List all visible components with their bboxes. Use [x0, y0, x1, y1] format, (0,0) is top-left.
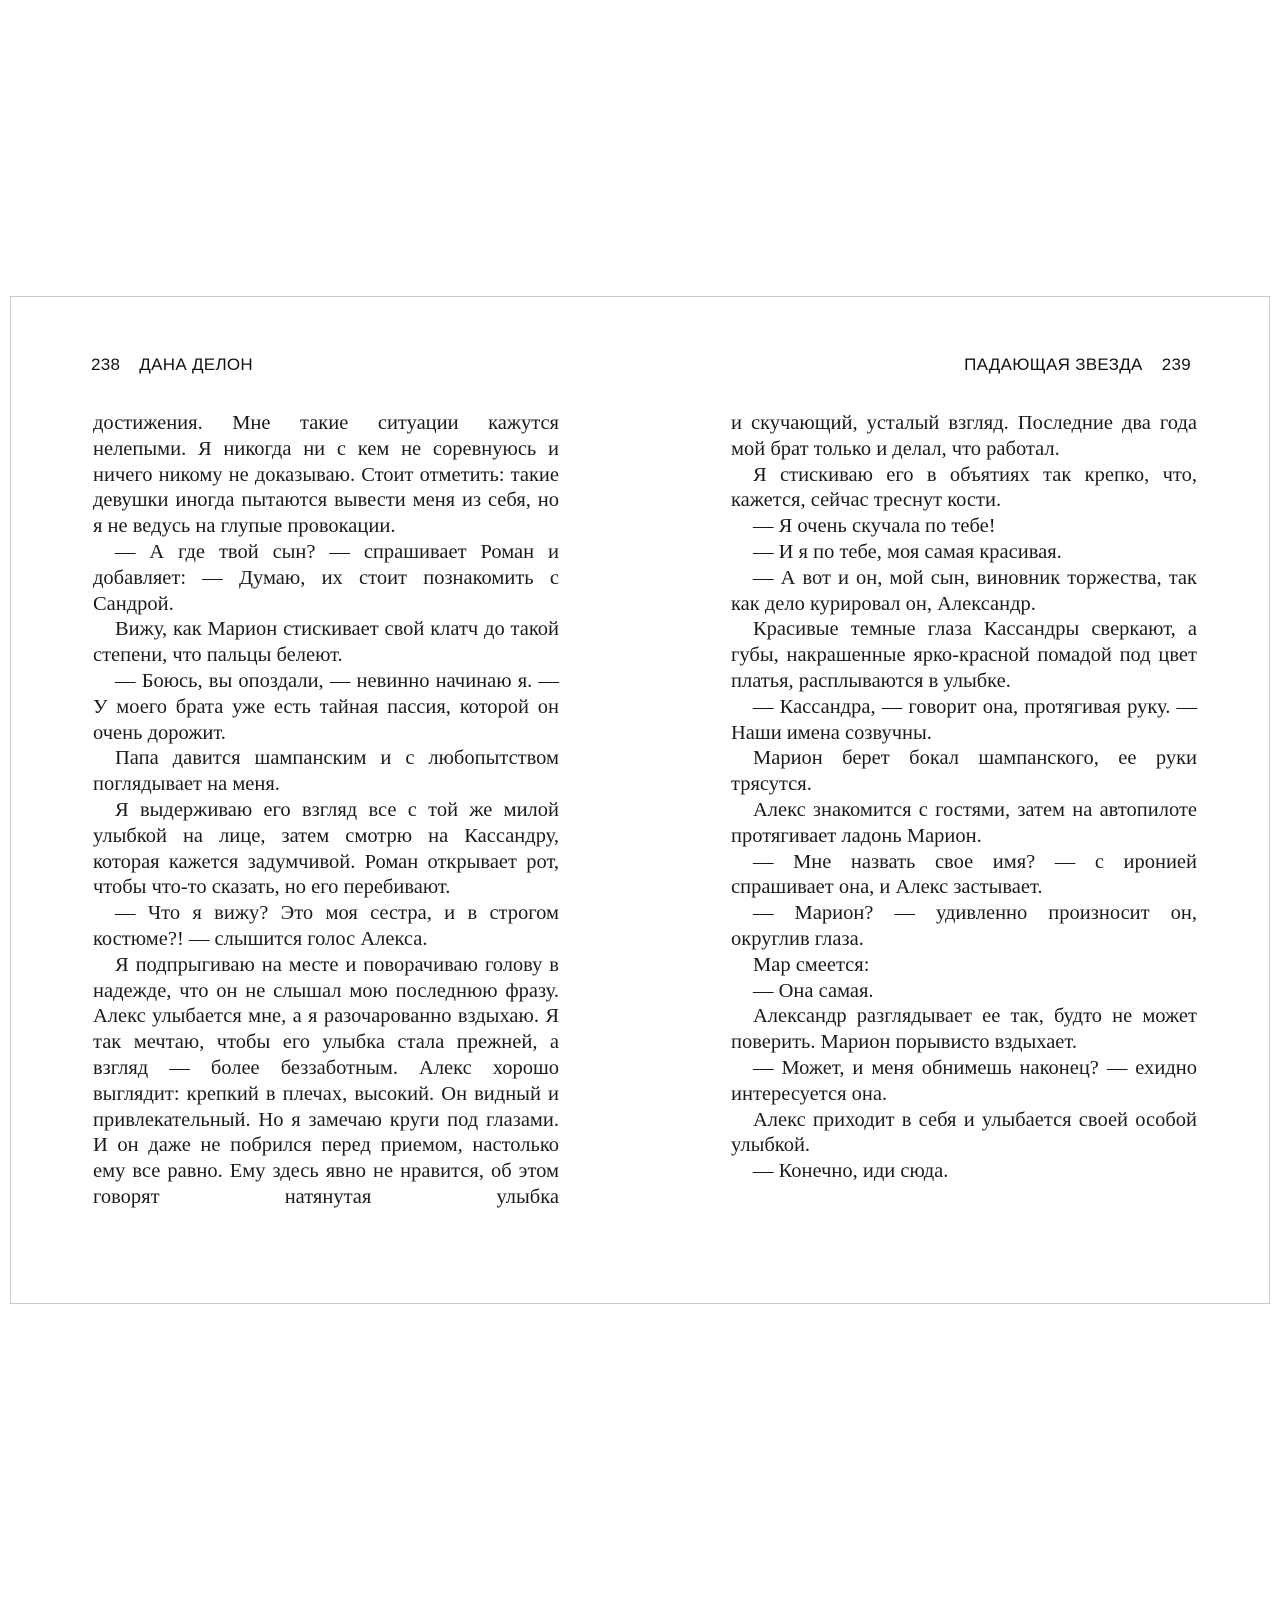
paragraph: Марион берет бокал шампанского, ее руки трясутся. — [731, 747, 1197, 796]
paragraph: — Кассандра, — говорит она, протягивая руку. — Наши имена созвучны. — [731, 695, 1197, 744]
paragraph: — Боюсь, вы опоздали, — невинно начинаю я. — У моего брата уже есть тайная пассия, которой он очень дорожит. — [93, 669, 559, 744]
paragraph: — А где твой сын? — спрашивает Роман и добавляет: — Думаю, их стоит познакомить с Сандрой. — [93, 540, 559, 615]
paragraph: — Она самая. — [753, 979, 874, 1002]
paragraph: — Я очень скучала по тебе! — [753, 515, 996, 538]
paragraph: — А вот и он, мой сын, виновник торжества, так как дело курировал он, Александр. — [731, 566, 1197, 615]
paragraph: Папа давится шампанским и с любопытством поглядывает на меня. — [93, 747, 559, 796]
paragraph: — Может, и меня обнимешь наконец? — ехидно интересуется она. — [731, 1056, 1197, 1105]
left-page-number: 238 — [91, 355, 121, 374]
paragraph: Я выдерживаю его взгляд все с той же милой улыбкой на лице, затем смотрю на Кассандру, которая кажется задумчивой. Роман открывает рот, чтобы что-то сказать, но его перебивают. — [93, 798, 559, 899]
paragraph: Алекс приходит в себя и улыбается своей особой улыбкой. — [731, 1108, 1197, 1157]
left-running-head — [91, 355, 253, 375]
right-page — [641, 297, 1271, 1303]
right-page-text — [731, 411, 1197, 1185]
right-page-number: 239 — [1161, 355, 1191, 374]
paragraph: Я подпрыгиваю на месте и поворачиваю голову в надежде, что он не слышал мою последнюю фразу. Алекс улыбается мне, а я разочарованно вздыхаю. Я так мечтаю, чтобы его улыбка стала прежней, а взгляд — более беззаботным. Алекс хорошо выглядит: крепкий в плечах, высокий. Он видный и привлекательный. Но я замечаю круги под глазами. И он даже не побрился перед приемом, настолько ему все равно. Ему здесь явно не нравится, об этом говорят натянутая улыбка — [93, 953, 559, 1208]
paragraph: — И я по тебе, моя самая красивая. — [753, 540, 1062, 563]
paragraph: — Мне назвать свое имя? — с иронией спрашивает она, и Алекс застывает. — [731, 850, 1197, 899]
left-page-text — [93, 411, 559, 1211]
paragraph: — Конечно, иди сюда. — [753, 1160, 949, 1183]
right-running-head-title: ПАДАЮЩАЯ ЗВЕЗДА — [964, 355, 1143, 374]
book-spread — [10, 296, 1270, 1304]
paragraph: Алекс знакомится с гостями, затем на автопилоте протягивает ладонь Марион. — [731, 798, 1197, 847]
paragraph: Вижу, как Марион стискивает свой клатч до такой степени, что пальцы белеют. — [93, 618, 559, 667]
paragraph: достижения. Мне такие ситуации кажутся нелепыми. Я никогда ни с кем не соревнуюсь и ничего никому не доказываю. Стоит отметить: такие девушки иногда пытаются вывести меня из себя, но я не ведусь на глупые провокации. — [93, 412, 559, 538]
paragraph: Красивые темные глаза Кассандры сверкают, а губы, накрашенные ярко-красной помадой под цвет платья, расплываются в улыбке. — [731, 618, 1197, 692]
paragraph: Мар смеется: — [753, 953, 870, 976]
right-running-head — [964, 355, 1191, 375]
paragraph: и скучающий, усталый взгляд. Последние два года мой брат только и делал, что работал. — [731, 412, 1197, 460]
paragraph: — Что я вижу? Это моя сестра, и в строгом костюме?! — слышится голос Алекса. — [93, 902, 559, 950]
paragraph: Я стискиваю его в объятиях так крепко, что, кажется, сейчас треснут кости. — [731, 463, 1197, 512]
paragraph: — Марион? — удивленно произносит он, округлив глаза. — [731, 902, 1197, 950]
left-running-head-title: ДАНА ДЕЛОН — [139, 355, 253, 374]
paragraph: Александр разглядывает ее так, будто не может поверить. Марион порывисто вздыхает. — [731, 1005, 1197, 1054]
left-page — [11, 297, 641, 1303]
